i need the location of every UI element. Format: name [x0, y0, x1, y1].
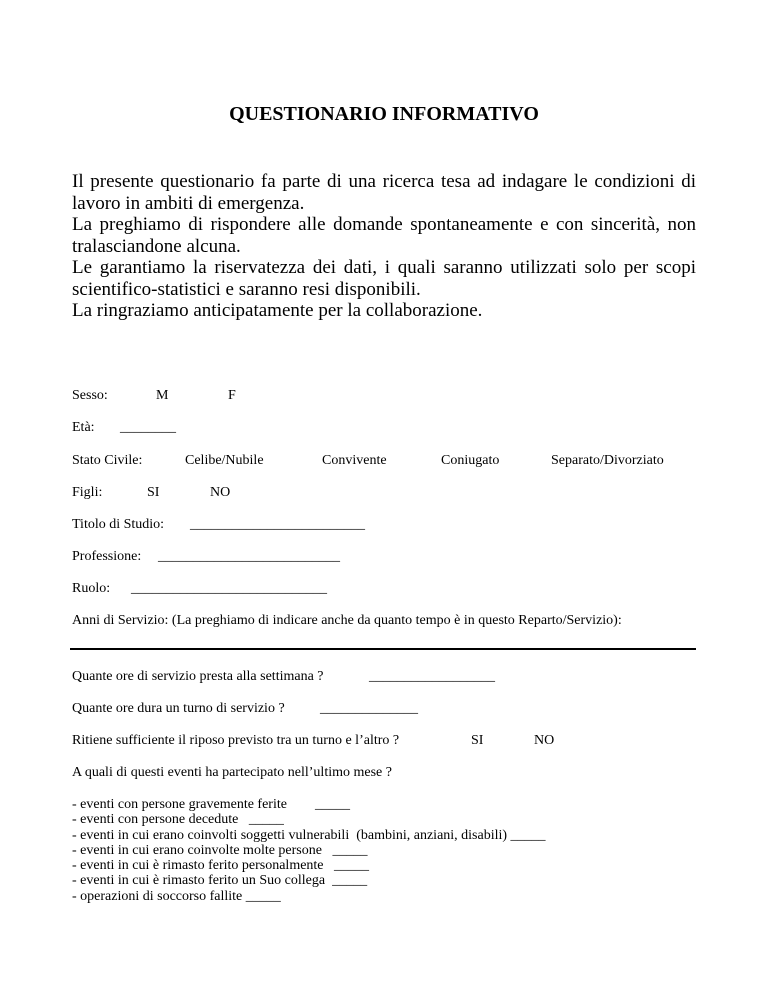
list-item[interactable]: - eventi in cui erano coinvolti soggetti vulnerabili (bambini, anziani, disabili) _____ — [72, 827, 546, 843]
stato-civile-option-separato[interactable]: Separato/Divorziato — [551, 453, 664, 468]
intro-text — [72, 171, 696, 322]
stato-civile-label: Stato Civile: — [72, 453, 143, 468]
ore-turno-field[interactable]: ______________ — [320, 701, 418, 716]
ore-settimana-field[interactable]: __________________ — [369, 669, 495, 684]
eventi-list — [72, 797, 546, 904]
sesso-option-f[interactable]: F — [228, 388, 236, 403]
stato-civile-option-coniugato[interactable]: Coniugato — [441, 453, 500, 468]
figli-option-si[interactable]: SI — [147, 485, 160, 500]
intro-paragraph: La preghiamo di rispondere alle domande spontaneamente e con sincerità, non tralasciandone alcuna. — [72, 214, 696, 257]
intro-paragraph: Le garantiamo la riservatezza dei dati, i quali saranno utilizzati solo per scopi scientifico-statistici e saranno resi disponibili. — [72, 257, 696, 300]
ruolo-field[interactable]: ____________________________ — [131, 581, 327, 596]
list-item[interactable]: - eventi con persone gravemente ferite _____ — [72, 797, 350, 812]
list-item[interactable]: - eventi in cui è rimasto ferito un Suo collega _____ — [72, 873, 368, 889]
sesso-option-m[interactable]: M — [156, 388, 169, 403]
section-divider — [70, 648, 696, 650]
ore-settimana-question: Quante ore di servizio presta alla settimana ? — [72, 669, 324, 684]
intro-paragraph: Il presente questionario fa parte di una ricerca tesa ad indagare le condizioni di lavoro in ambiti di emergenza. — [72, 171, 696, 214]
anni-servizio-label: Anni di Servizio: (La preghiamo di indicare anche da quanto tempo è in questo Reparto/Servizio): — [72, 613, 622, 628]
professione-field[interactable]: __________________________ — [158, 549, 340, 564]
figli-label: Figli: — [72, 485, 103, 500]
list-item[interactable]: - eventi con persone decedute _____ — [72, 812, 284, 828]
ore-turno-question: Quante ore dura un turno di servizio ? — [72, 701, 285, 716]
page-title: QUESTIONARIO INFORMATIVO — [229, 103, 539, 125]
eta-field[interactable]: ________ — [120, 420, 176, 435]
riposo-option-no[interactable]: NO — [534, 733, 555, 748]
eventi-question: A quali di questi eventi ha partecipato nell’ultimo mese ? — [72, 765, 392, 780]
riposo-question: Ritiene sufficiente il riposo previsto tra un turno e l’altro ? — [72, 733, 400, 748]
professione-label: Professione: — [72, 549, 142, 564]
ruolo-label: Ruolo: — [72, 581, 111, 596]
list-item[interactable]: - operazioni di soccorso fallite _____ — [72, 888, 281, 904]
list-item[interactable]: - eventi in cui è rimasto ferito personalmente _____ — [72, 858, 370, 874]
eta-label: Età: — [72, 420, 95, 435]
titolo-studio-field[interactable]: _________________________ — [190, 517, 365, 532]
figli-option-no[interactable]: NO — [210, 485, 231, 500]
stato-civile-option-celibe[interactable]: Celibe/Nubile — [185, 453, 264, 468]
titolo-studio-label: Titolo di Studio: — [72, 517, 165, 532]
list-item[interactable]: - eventi in cui erano coinvolte molte persone _____ — [72, 842, 368, 858]
stato-civile-option-convivente[interactable]: Convivente — [322, 453, 387, 468]
riposo-option-si[interactable]: SI — [471, 733, 484, 748]
sesso-label: Sesso: — [72, 388, 108, 403]
intro-paragraph: La ringraziamo anticipatamente per la collaborazione. — [72, 300, 483, 321]
